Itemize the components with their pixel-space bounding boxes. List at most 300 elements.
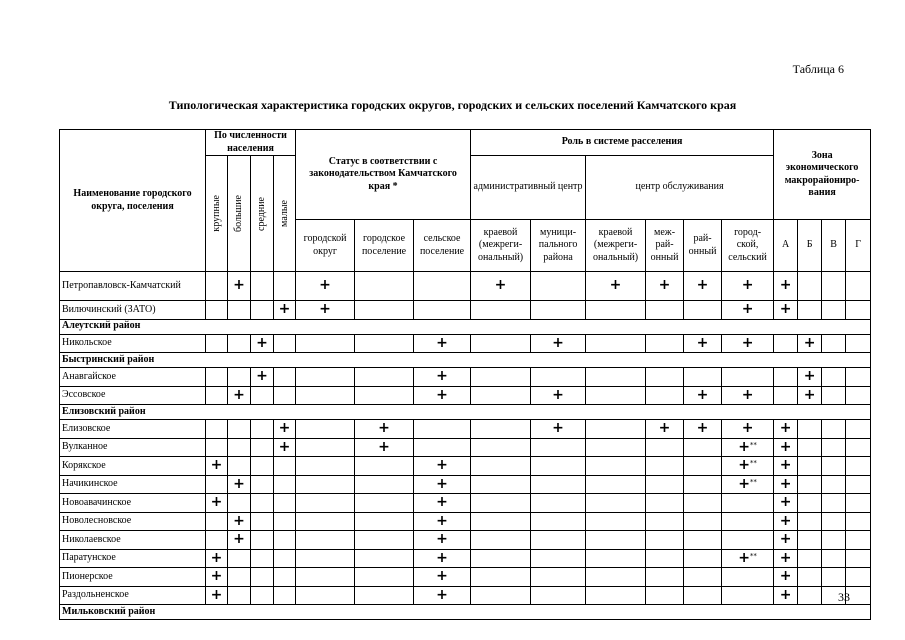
table-cell (586, 512, 646, 531)
table-cell (646, 386, 684, 405)
table-cell (228, 334, 251, 353)
table-cell (846, 457, 871, 476)
table-cell (684, 301, 722, 320)
table-cell (274, 386, 296, 405)
table-cell (646, 457, 684, 476)
table-cell (471, 438, 531, 457)
plus-mark: + (738, 438, 750, 455)
table-cell (722, 438, 774, 457)
plus-mark: + (779, 586, 792, 603)
table-cell (646, 512, 684, 531)
plus-mark: + (779, 475, 792, 492)
table-row (60, 420, 871, 439)
table-cell (296, 334, 355, 353)
table-cell (646, 420, 684, 439)
table-cell (822, 420, 846, 439)
table-cell (646, 586, 684, 605)
plus-mark: + (210, 586, 223, 603)
section-title: Елизовский район (60, 405, 871, 420)
table-cell (774, 457, 798, 476)
table-cell (355, 386, 414, 405)
table-row (60, 457, 871, 476)
table-cell (274, 438, 296, 457)
table-cell (274, 457, 296, 476)
table-cell (646, 334, 684, 353)
plus-mark: + (210, 568, 223, 584)
table-row (60, 334, 871, 353)
plus-mark: + (779, 420, 792, 436)
table-cell (646, 568, 684, 587)
header-service-group: центр обслуживания (586, 156, 774, 220)
table-cell (646, 368, 684, 387)
header-service-interdistrict: меж-рай-онный (646, 220, 684, 272)
table-row (60, 586, 871, 605)
table-cell (206, 586, 228, 605)
table-cell (774, 420, 798, 439)
table-cell (296, 438, 355, 457)
settlement-name: Новоавачинское (60, 494, 206, 513)
header-status-rural-settlement: сельское поселение (414, 220, 471, 272)
table-cell (722, 549, 774, 568)
table-cell (228, 420, 251, 439)
table-cell (646, 531, 684, 550)
plus-mark: + (256, 334, 268, 351)
plus-mark: + (696, 334, 709, 351)
plus-mark: + (436, 368, 448, 384)
table-cell (251, 494, 274, 513)
header-admin-municipal: муници-пального района (531, 220, 586, 272)
table-cell (414, 457, 471, 476)
footnote-mark: ** (749, 551, 757, 560)
table-cell (296, 386, 355, 405)
table-cell (274, 301, 296, 320)
table-cell (251, 334, 274, 353)
table-cell (684, 457, 722, 476)
table-cell (206, 568, 228, 587)
section-title: Мильковский район (60, 605, 871, 620)
table-cell (586, 457, 646, 476)
settlement-name: Пионерское (60, 568, 206, 587)
table-cell (206, 386, 228, 405)
plus-mark: + (779, 531, 792, 547)
table-cell (798, 586, 822, 605)
table-cell (251, 386, 274, 405)
table-cell (471, 531, 531, 550)
table-cell (774, 586, 798, 605)
plus-mark: + (779, 568, 792, 584)
plus-mark: + (233, 512, 245, 529)
table-cell (798, 301, 822, 320)
page-number: 33 (838, 590, 850, 604)
table-cell (355, 568, 414, 587)
table-row (60, 301, 871, 320)
plus-mark: + (436, 568, 448, 584)
table-cell (251, 438, 274, 457)
table-cell (531, 438, 586, 457)
header-population-large: крупные (206, 156, 228, 272)
table-cell (684, 438, 722, 457)
table-cell (206, 494, 228, 513)
plus-mark: + (210, 457, 223, 473)
plus-mark: + (741, 301, 754, 317)
plus-mark: + (436, 334, 448, 351)
table-cell (798, 438, 822, 457)
settlement-name: Новолесновское (60, 512, 206, 531)
plus-mark: + (378, 438, 390, 455)
table-cell (846, 475, 871, 494)
table-cell (274, 334, 296, 353)
plus-mark: + (494, 277, 507, 294)
table-cell (355, 420, 414, 439)
table-cell (228, 568, 251, 587)
table-cell (296, 494, 355, 513)
table-cell (684, 386, 722, 405)
header-population-group: По численности населения (206, 130, 296, 156)
table-cell (722, 457, 774, 476)
table-cell (414, 531, 471, 550)
plus-mark: + (278, 438, 291, 455)
table-cell (296, 568, 355, 587)
table-cell (471, 475, 531, 494)
table-cell (722, 586, 774, 605)
plus-mark: + (436, 457, 448, 473)
table-cell (722, 494, 774, 513)
table-cell (531, 475, 586, 494)
table-cell (586, 549, 646, 568)
table-cell (274, 475, 296, 494)
table-cell (586, 272, 646, 301)
table-cell (471, 386, 531, 405)
table-row (60, 512, 871, 531)
table-cell (296, 368, 355, 387)
table-cell (296, 549, 355, 568)
table-cell (471, 301, 531, 320)
table-cell (296, 586, 355, 605)
table-cell (228, 549, 251, 568)
table-cell (846, 494, 871, 513)
table-cell (414, 512, 471, 531)
table-cell (296, 420, 355, 439)
table-cell (846, 386, 871, 405)
table-row (60, 272, 871, 301)
table-cell (846, 531, 871, 550)
header-role-group: Роль в системе расселения (471, 130, 774, 156)
plus-mark: + (779, 277, 792, 294)
table-cell (206, 531, 228, 550)
settlement-name: Никольское (60, 334, 206, 353)
header-population-medium: средние (251, 156, 274, 272)
table-cell (684, 568, 722, 587)
table-cell (684, 272, 722, 301)
table-cell (846, 549, 871, 568)
table-cell (774, 512, 798, 531)
plus-mark: + (738, 457, 750, 473)
table-body (60, 272, 871, 620)
plus-mark: + (233, 475, 245, 492)
table-cell (355, 549, 414, 568)
table-cell (798, 568, 822, 587)
table-cell (531, 272, 586, 301)
header-population-small: малые (274, 156, 296, 272)
table-cell (355, 512, 414, 531)
typology-table (59, 129, 871, 620)
table-cell (846, 420, 871, 439)
table-cell (274, 272, 296, 301)
plus-mark: + (803, 368, 816, 384)
table-cell (822, 386, 846, 405)
settlement-name: Петропавловск-Камчатский (60, 272, 206, 301)
table-cell (774, 386, 798, 405)
table-cell (206, 368, 228, 387)
table-row (60, 475, 871, 494)
table-cell (414, 549, 471, 568)
table-cell (471, 586, 531, 605)
plus-mark: + (741, 334, 754, 351)
table-cell (251, 531, 274, 550)
header-zone-group: Зона экономического макрорайониро-вания (774, 130, 871, 220)
settlement-name: Вулканное (60, 438, 206, 457)
table-cell (722, 386, 774, 405)
table-cell (722, 531, 774, 550)
table-cell (296, 272, 355, 301)
table-cell (228, 386, 251, 405)
table-cell (798, 334, 822, 353)
table-cell (531, 368, 586, 387)
section-row (60, 319, 871, 334)
table-cell (414, 475, 471, 494)
table-cell (274, 531, 296, 550)
table-cell (274, 368, 296, 387)
table-cell (722, 272, 774, 301)
footnote-mark: ** (749, 440, 757, 449)
table-cell (846, 512, 871, 531)
table-cell (206, 301, 228, 320)
plus-mark: + (738, 549, 750, 566)
section-row (60, 405, 871, 420)
header-name: Наименование городского округа, поселения (60, 130, 206, 272)
plus-mark: + (436, 494, 448, 510)
plus-mark: + (779, 438, 792, 455)
table-cell (822, 475, 846, 494)
table-cell (586, 475, 646, 494)
settlement-name: Паратунское (60, 549, 206, 568)
table-cell (722, 334, 774, 353)
table-cell (531, 512, 586, 531)
header-zone-b: Б (798, 220, 822, 272)
header-service-district: рай-онный (684, 220, 722, 272)
plus-mark: + (658, 420, 671, 436)
table-row (60, 386, 871, 405)
table-cell (228, 272, 251, 301)
table-cell (684, 531, 722, 550)
table-cell (296, 301, 355, 320)
table-cell (822, 531, 846, 550)
table-cell (684, 512, 722, 531)
table-cell (206, 420, 228, 439)
table-cell (355, 586, 414, 605)
table-cell (798, 386, 822, 405)
table-cell (586, 531, 646, 550)
plus-mark: + (256, 368, 268, 384)
table-cell (274, 512, 296, 531)
settlement-name: Николаевское (60, 531, 206, 550)
table-cell (531, 494, 586, 513)
table-cell (646, 301, 684, 320)
section-title: Быстринский район (60, 353, 871, 368)
table-cell (206, 334, 228, 353)
table-cell (646, 438, 684, 457)
table-cell (296, 512, 355, 531)
table-cell (684, 368, 722, 387)
table-cell (846, 438, 871, 457)
table-cell (274, 494, 296, 513)
plus-mark: + (696, 420, 709, 436)
table-cell (531, 531, 586, 550)
table-cell (774, 549, 798, 568)
plus-mark: + (779, 512, 792, 529)
section-title: Алеутский район (60, 319, 871, 334)
table-cell (471, 457, 531, 476)
table-cell (414, 420, 471, 439)
table-cell (586, 438, 646, 457)
table-cell (798, 494, 822, 513)
table-cell (798, 531, 822, 550)
table-cell (822, 494, 846, 513)
plus-mark: + (436, 512, 448, 529)
table-cell (296, 475, 355, 494)
table-cell (471, 368, 531, 387)
table-cell (355, 334, 414, 353)
table-cell (355, 438, 414, 457)
table-cell (531, 386, 586, 405)
table-cell (722, 420, 774, 439)
table-cell (722, 368, 774, 387)
plus-mark: + (552, 420, 564, 436)
table-cell (471, 568, 531, 587)
plus-mark: + (609, 277, 622, 294)
table-cell (774, 531, 798, 550)
table-cell (251, 549, 274, 568)
table-cell (251, 568, 274, 587)
table-cell (846, 568, 871, 587)
table-cell (586, 494, 646, 513)
table-cell (646, 494, 684, 513)
table-cell (206, 549, 228, 568)
table-cell (414, 386, 471, 405)
table-cell (722, 301, 774, 320)
table-row (60, 568, 871, 587)
plus-mark: + (552, 334, 564, 351)
table-cell (355, 457, 414, 476)
plus-mark: + (210, 494, 223, 510)
table-cell (774, 334, 798, 353)
table-cell (822, 334, 846, 353)
table-cell (228, 368, 251, 387)
table-cell (586, 586, 646, 605)
table-cell (206, 457, 228, 476)
table-cell (206, 272, 228, 301)
table-cell (684, 475, 722, 494)
table-cell (846, 368, 871, 387)
table-cell (722, 475, 774, 494)
table-cell (774, 475, 798, 494)
table-cell (822, 568, 846, 587)
footnote-mark: ** (749, 477, 757, 486)
header-admin-regional: краевой (межреги-ональный) (471, 220, 531, 272)
plus-mark: + (233, 277, 245, 294)
plus-mark: + (210, 549, 223, 566)
table-cell (646, 549, 684, 568)
table-cell (471, 549, 531, 568)
table-cell (798, 457, 822, 476)
table-cell (274, 586, 296, 605)
table-cell (822, 512, 846, 531)
table-cell (684, 420, 722, 439)
table-cell (251, 586, 274, 605)
table-cell (228, 494, 251, 513)
table-cell (296, 531, 355, 550)
table-cell (414, 568, 471, 587)
table-cell (822, 301, 846, 320)
table-cell (531, 420, 586, 439)
table-cell (471, 494, 531, 513)
plus-mark: + (233, 386, 245, 403)
table-cell (846, 334, 871, 353)
table-row (60, 368, 871, 387)
table-cell (586, 568, 646, 587)
table-cell (296, 457, 355, 476)
table-cell (531, 586, 586, 605)
table-cell (822, 549, 846, 568)
table-cell (822, 368, 846, 387)
table-cell (471, 512, 531, 531)
plus-mark: + (319, 301, 331, 317)
plus-mark: + (779, 301, 792, 317)
table-cell (206, 512, 228, 531)
table-cell (531, 334, 586, 353)
table-cell (722, 512, 774, 531)
header-zone-v: В (822, 220, 846, 272)
table-row (60, 438, 871, 457)
settlement-name: Вилючинский (ЗАТО) (60, 301, 206, 320)
table-cell (206, 475, 228, 494)
settlement-name: Начикинское (60, 475, 206, 494)
plus-mark: + (738, 475, 750, 492)
table-cell (228, 531, 251, 550)
plus-mark: + (436, 549, 448, 566)
table-cell (228, 512, 251, 531)
plus-mark: + (741, 277, 754, 294)
table-cell (228, 457, 251, 476)
table-cell (251, 457, 274, 476)
plus-mark: + (696, 386, 709, 403)
table-cell (274, 549, 296, 568)
table-cell (355, 368, 414, 387)
table-cell (355, 475, 414, 494)
table-cell (531, 549, 586, 568)
table-cell (471, 420, 531, 439)
table-row (60, 531, 871, 550)
plus-mark: + (319, 277, 331, 294)
table-cell (414, 586, 471, 605)
table-number-label: Таблица 6 (792, 62, 844, 76)
plus-mark: + (436, 531, 448, 547)
plus-mark: + (741, 420, 754, 436)
table-cell (846, 301, 871, 320)
table-cell (684, 334, 722, 353)
plus-mark: + (552, 386, 564, 403)
settlement-name: Эссовское (60, 386, 206, 405)
